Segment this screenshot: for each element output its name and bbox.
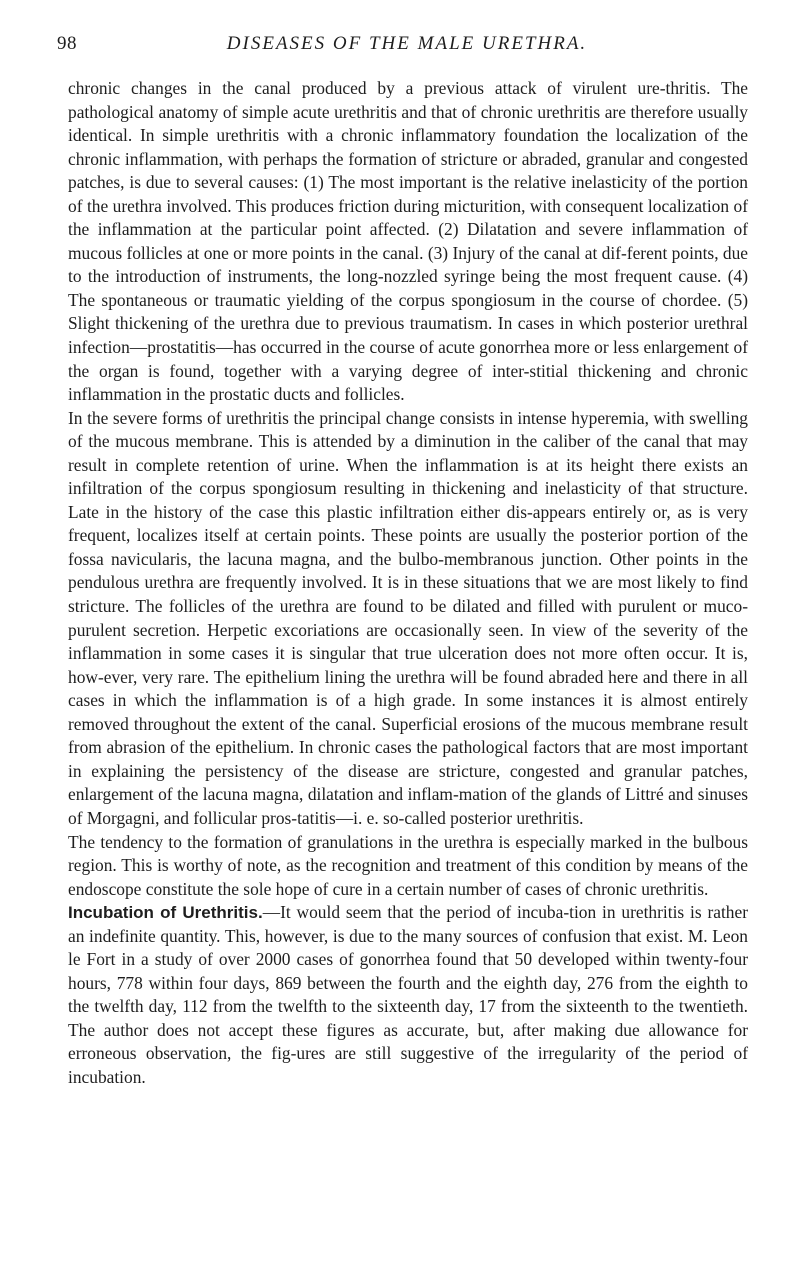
section-heading-incubation: Incubation of Urethritis. <box>68 903 263 923</box>
running-title: DISEASES OF THE MALE URETHRA. <box>226 33 588 54</box>
paragraph-granulations: The tendency to the formation of granulations in the urethra is especially marked in the bulbous region. This is worthy of note, as the recognition and treatment of this condition by means of the endoscope constitute the sole hope of cure in a certain number of cases of chronic urethritis. <box>68 831 748 899</box>
paragraph-incubation <box>68 901 748 1089</box>
body-text <box>68 77 748 1090</box>
incubation-text: —It would seem that the period of incuba-tion in urethritis is rather an indefinite quantity. This, however, is due to the many sources of confusion that exist. M. Leon le Fort in a study of over 2000 cases of gonorrhea found that 50 developed within twenty-four hours, 778 within four days, 869 between the fourth and the eighth day, 276 from the eighth to the twelfth day, 112 from the twelfth to the sixteenth day, 17 from the sixteenth to the twentieth. The author does not accept these figures as accurate, but, after making due allowance for erroneous observation, the fig-ures are still suggestive of the irregularity of the period of incubation. <box>68 902 748 1087</box>
running-head <box>57 33 727 59</box>
paragraph-pathology-continued: chronic changes in the canal produced by a previous attack of virulent ure-thritis. The pathological anatomy of simple acute urethritis and that of chronic urethritis are therefore usually identical. In simple urethritis with a chronic inflammatory foundation the localization of the chronic inflammation, with perhaps the formation of stricture or abraded, granular and congested patches, is due to several causes: (1) The most important is the relative inelasticity of the portion of the urethra involved. This produces friction during micturition, with consequent localization of the inflammation at the particular point affected. (2) Dilatation and severe inflammation of mucous follicles at one or more points in the canal. (3) Injury of the canal at dif-ferent points, due to the introduction of instruments, the long-nozzled syringe being the most frequent cause. (4) The spontaneous or traumatic yielding of the corpus spongiosum in the course of chordee. (5) Slight thickening of the urethra due to previous traumatism. In cases in which posterior urethral infection—prostatitis—has occurred in the course of acute gonorrhea more or less enlargement of the organ is found, together with a varying degree of inter-stitial thickening and chronic inflammation in the prostatic ducts and follicles. <box>68 78 748 405</box>
page-number: 98 <box>57 33 77 54</box>
paragraph-severe-forms: In the severe forms of urethritis the principal change consists in intense hyperemia, with swelling of the mucous membrane. This is attended by a diminution in the caliber of the canal that may result in complete retention of urine. When the inflammation is at its height there exists an infiltration of the corpus spongiosum resulting in thickening and inelasticity of that structure. Late in the history of the case this plastic infiltration either dis-appears entirely or, as is very frequent, localizes itself at certain points. These points are usually the posterior portion of the fossa navicularis, the lacuna magna, and the bulbo-membranous junction. Other points in the pendulous urethra are frequently involved. It is in these situations that we are most likely to find stricture. The follicles of the urethra are found to be dilated and filled with purulent or muco-purulent secretion. Herpetic excoriations are occasionally seen. In view of the severity of the inflammation in some cases it is singular that true ulceration does not more often occur. It is, how-ever, very rare. The epithelium lining the urethra will be found abraded here and there in all cases in which the inflammation is of a high grade. In some instances it is almost entirely removed throughout the extent of the canal. Superficial erosions of the mucous membrane result from abrasion of the epithelium. In chronic cases the pathological factors that are most important in explaining the persistency of the disease are stricture, congested and granular patches, enlargement of the lacuna magna, dilatation and inflam-mation of the glands of Littré and sinuses of Morgagni, and follicular pros-tatitis—i. e. so-called posterior urethritis. <box>68 407 748 828</box>
